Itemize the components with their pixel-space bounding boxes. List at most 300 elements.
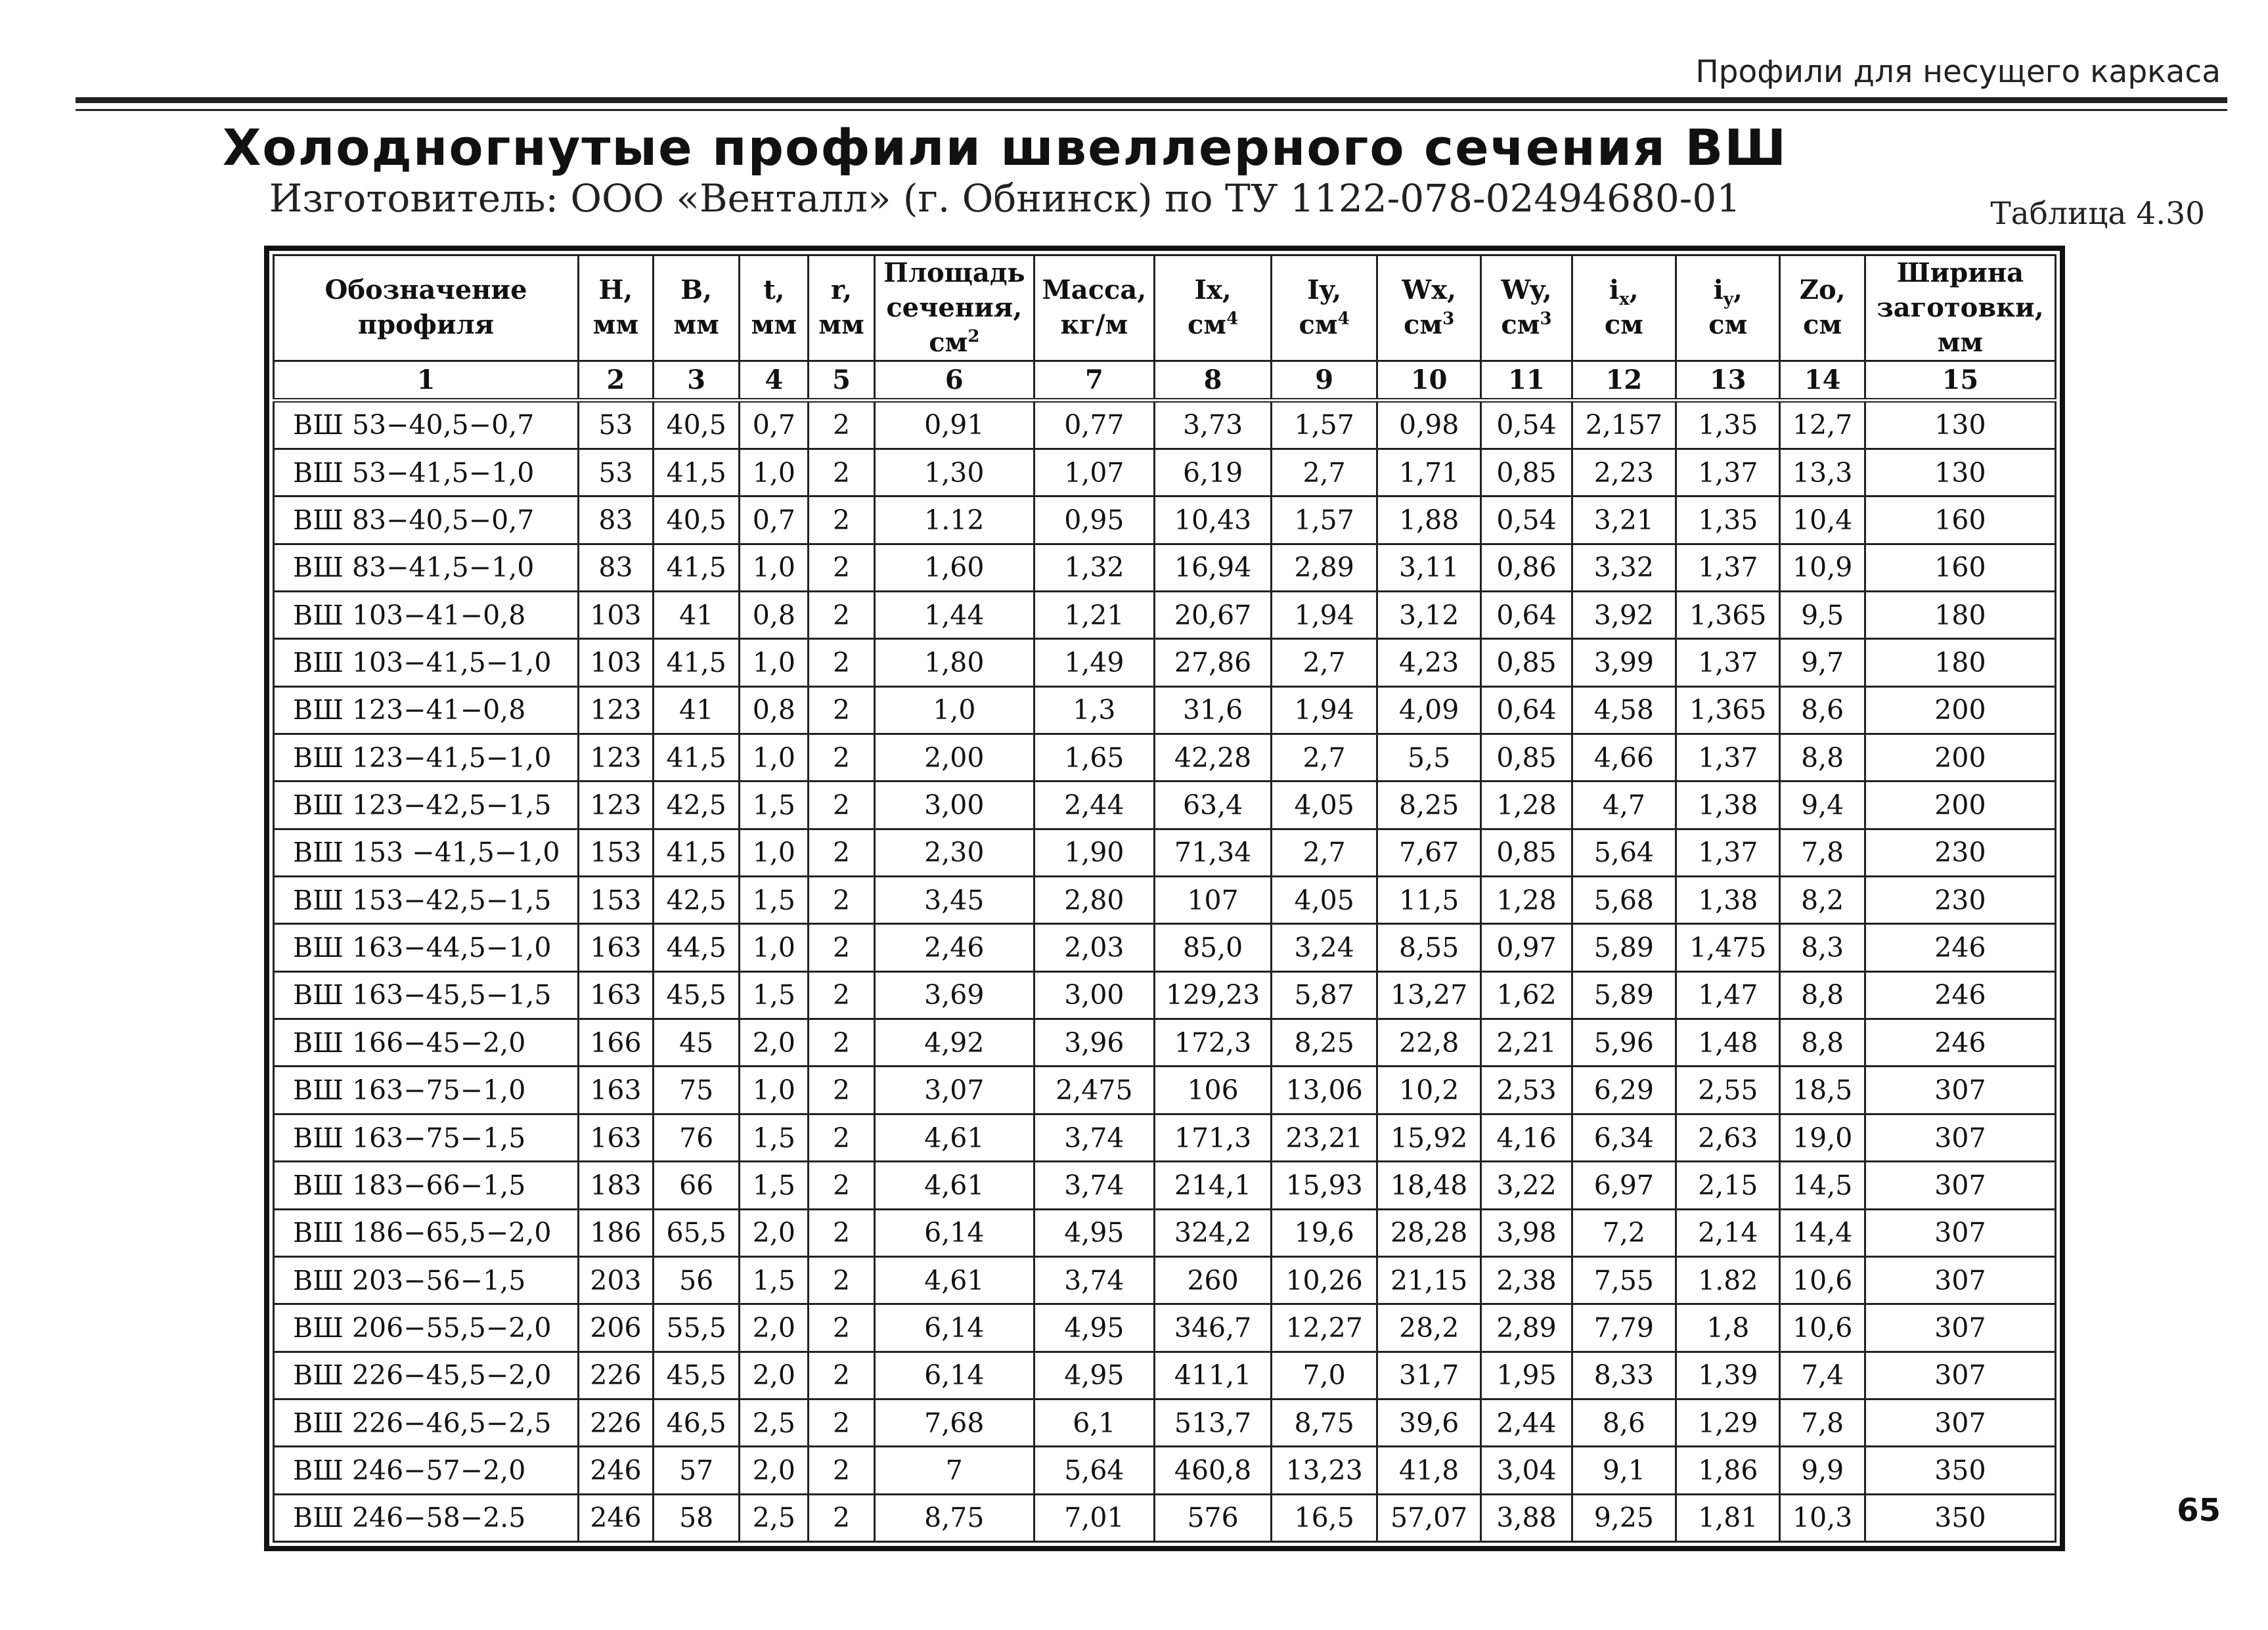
table-cell: 2,44 — [1481, 1399, 1572, 1446]
column-number: 14 — [1780, 361, 1865, 400]
header-rule-thin — [76, 109, 2227, 111]
page-number: 65 — [2177, 1492, 2221, 1529]
profile-designation-cell: ВШ 183−66−1,5 — [274, 1162, 579, 1209]
table-cell: 160 — [1865, 496, 2055, 544]
table-cell: 23,21 — [1272, 1114, 1377, 1161]
table-cell: 160 — [1865, 544, 2055, 591]
table-cell: 2 — [809, 1399, 874, 1446]
table-cell: 103 — [579, 639, 654, 686]
table-cell: 3,00 — [1034, 971, 1154, 1019]
table-cell: 8,55 — [1377, 924, 1480, 971]
table-cell: 10,3 — [1780, 1494, 1865, 1541]
table-cell: 2 — [809, 1019, 874, 1067]
table-cell: 10,6 — [1780, 1304, 1865, 1352]
table-cell: 15,92 — [1377, 1114, 1480, 1161]
table-cell: 246 — [1865, 971, 2055, 1019]
table-body — [274, 400, 2056, 1541]
table-cell: 5,5 — [1377, 734, 1480, 782]
table-cell: 8,33 — [1572, 1352, 1676, 1399]
table-cell: 0,7 — [740, 400, 809, 449]
table-cell: 1,365 — [1676, 686, 1780, 734]
table-cell: 200 — [1865, 782, 2055, 829]
table-cell: 10,2 — [1377, 1067, 1480, 1114]
table-row — [274, 592, 2056, 639]
table-cell: 2 — [809, 782, 874, 829]
table-cell: 31,6 — [1154, 686, 1271, 734]
table-cell: 163 — [579, 1114, 654, 1161]
table-cell: 107 — [1154, 877, 1271, 924]
table-cell: 10,4 — [1780, 496, 1865, 544]
table-cell: 2 — [809, 829, 874, 876]
table-cell: 2 — [809, 686, 874, 734]
table-cell: 3,69 — [874, 971, 1034, 1019]
table-cell: 7,8 — [1780, 1399, 1865, 1446]
table-cell: 83 — [579, 496, 654, 544]
table-cell: 7,55 — [1572, 1256, 1676, 1304]
profile-designation-cell: ВШ 246−58−2.5 — [274, 1494, 579, 1541]
table-cell: 163 — [579, 924, 654, 971]
table-cell: 7,79 — [1572, 1304, 1676, 1352]
table-cell: 1,57 — [1272, 496, 1377, 544]
table-frame — [264, 246, 2065, 1551]
table-row — [274, 639, 2056, 686]
column-number: 5 — [809, 361, 874, 400]
table-row — [274, 1399, 2056, 1446]
table-cell: 1,39 — [1676, 1352, 1780, 1399]
table-cell: 2,23 — [1572, 449, 1676, 496]
table-cell: 123 — [579, 782, 654, 829]
table-cell: 41,8 — [1377, 1447, 1480, 1494]
table-cell: 2,0 — [740, 1209, 809, 1256]
table-cell: 576 — [1154, 1494, 1271, 1541]
table-cell: 2 — [809, 1114, 874, 1161]
table-cell: 2 — [809, 544, 874, 591]
table-row — [274, 877, 2056, 924]
header-r: r, мм — [809, 255, 874, 361]
table-cell: 1,47 — [1676, 971, 1780, 1019]
profile-designation-cell: ВШ 123−41,5−1,0 — [274, 734, 579, 782]
table-cell: 3,04 — [1481, 1447, 1572, 1494]
profile-designation-cell: ВШ 153 −41,5−1,0 — [274, 829, 579, 876]
table-cell: 1,65 — [1034, 734, 1154, 782]
table-cell: 18,5 — [1780, 1067, 1865, 1114]
table-cell: 10,43 — [1154, 496, 1271, 544]
table-label: Таблица 4.30 — [1990, 196, 2205, 232]
profile-designation-cell: ВШ 103−41,5−1,0 — [274, 639, 579, 686]
table-cell: 2 — [809, 400, 874, 449]
table-cell: 13,23 — [1272, 1447, 1377, 1494]
page-title: Холодногнутые профили швеллерного сечения ВШ — [222, 118, 1788, 177]
table-cell: 53 — [579, 449, 654, 496]
table-cell: 9,25 — [1572, 1494, 1676, 1541]
table-cell: 1.82 — [1676, 1256, 1780, 1304]
table-cell: 1,28 — [1481, 877, 1572, 924]
table-cell: 0,91 — [874, 400, 1034, 449]
table-cell: 1,0 — [740, 544, 809, 591]
profile-designation-cell: ВШ 203−56−1,5 — [274, 1256, 579, 1304]
table-cell: 21,15 — [1377, 1256, 1480, 1304]
table-cell: 307 — [1865, 1304, 2055, 1352]
table-cell: 2,15 — [1676, 1162, 1780, 1209]
table-cell: 2,157 — [1572, 400, 1676, 449]
table-cell: 123 — [579, 686, 654, 734]
table-cell: 22,8 — [1377, 1019, 1480, 1067]
header-h: H, мм — [579, 255, 654, 361]
profiles-table — [273, 254, 2057, 1543]
column-number: 11 — [1481, 361, 1572, 400]
table-cell: 0,85 — [1481, 449, 1572, 496]
table-cell: 1,62 — [1481, 971, 1572, 1019]
table-cell: 3,74 — [1034, 1162, 1154, 1209]
table-cell: 7,68 — [874, 1399, 1034, 1446]
table-cell: 55,5 — [653, 1304, 740, 1352]
table-cell: 7,4 — [1780, 1352, 1865, 1399]
table-cell: 1,0 — [740, 1067, 809, 1114]
table-cell: 2,53 — [1481, 1067, 1572, 1114]
table-cell: 2 — [809, 1256, 874, 1304]
table-cell: 6,97 — [1572, 1162, 1676, 1209]
table-cell: 1,37 — [1676, 544, 1780, 591]
table-row — [274, 1256, 2056, 1304]
table-cell: 3,73 — [1154, 400, 1271, 449]
table-row — [274, 924, 2056, 971]
table-cell: 1,37 — [1676, 639, 1780, 686]
table-cell: 1,07 — [1034, 449, 1154, 496]
header-wy: Wy, $см^3$ — [1481, 255, 1572, 361]
table-row — [274, 734, 2056, 782]
table-cell: 4,92 — [874, 1019, 1034, 1067]
table-cell: 7,8 — [1780, 829, 1865, 876]
table-cell: 1,365 — [1676, 592, 1780, 639]
table-cell: 9,7 — [1780, 639, 1865, 686]
table-cell: 123 — [579, 734, 654, 782]
table-cell: 41 — [653, 592, 740, 639]
table-cell: 9,1 — [1572, 1447, 1676, 1494]
table-cell: 10,26 — [1272, 1256, 1377, 1304]
table-cell: 41,5 — [653, 734, 740, 782]
table-cell: 246 — [579, 1494, 654, 1541]
table-cell: 0,8 — [740, 686, 809, 734]
table-cell: 16,5 — [1272, 1494, 1377, 1541]
table-cell: 1,8 — [1676, 1304, 1780, 1352]
table-cell: 1,86 — [1676, 1447, 1780, 1494]
table-cell: 226 — [579, 1352, 654, 1399]
table-cell: 2 — [809, 449, 874, 496]
table-cell: 2 — [809, 877, 874, 924]
table-cell: 5,87 — [1272, 971, 1377, 1019]
column-number: 1 — [274, 361, 579, 400]
table-row — [274, 971, 2056, 1019]
table-cell: 3,21 — [1572, 496, 1676, 544]
table-cell: 4,09 — [1377, 686, 1480, 734]
table-cell: 2 — [809, 971, 874, 1019]
table-cell: 41,5 — [653, 639, 740, 686]
table-row — [274, 400, 2056, 449]
header-zo: Zo, см — [1780, 255, 1865, 361]
header-iy: Iy, $см^4$ — [1272, 255, 1377, 361]
table-cell: 12,7 — [1780, 400, 1865, 449]
table-cell: 2,30 — [874, 829, 1034, 876]
table-cell: 0,97 — [1481, 924, 1572, 971]
table-cell: 63,4 — [1154, 782, 1271, 829]
table-cell: 307 — [1865, 1256, 2055, 1304]
table-cell: 129,23 — [1154, 971, 1271, 1019]
column-number-row — [274, 361, 2056, 400]
table-cell: 5,89 — [1572, 924, 1676, 971]
table-cell: 350 — [1865, 1447, 2055, 1494]
table-cell: 0,95 — [1034, 496, 1154, 544]
table-cell: 3,99 — [1572, 639, 1676, 686]
table-cell: 2 — [809, 1352, 874, 1399]
table-cell: 183 — [579, 1162, 654, 1209]
table-cell: 1,38 — [1676, 782, 1780, 829]
table-cell: 13,27 — [1377, 971, 1480, 1019]
table-cell: 6,19 — [1154, 449, 1271, 496]
table-cell: 460,8 — [1154, 1447, 1271, 1494]
table-cell: 4,95 — [1034, 1209, 1154, 1256]
table-cell: 166 — [579, 1019, 654, 1067]
table-cell: 8,25 — [1272, 1019, 1377, 1067]
table-cell: 4,61 — [874, 1256, 1034, 1304]
table-cell: 2 — [809, 1067, 874, 1114]
table-cell: 1,94 — [1272, 686, 1377, 734]
table-cell: 1,95 — [1481, 1352, 1572, 1399]
table-cell: 0,85 — [1481, 829, 1572, 876]
table-cell: 2,44 — [1034, 782, 1154, 829]
table-cell: 2,5 — [740, 1494, 809, 1541]
table-cell: 0,85 — [1481, 639, 1572, 686]
table-cell: 1,60 — [874, 544, 1034, 591]
table-cell: 57 — [653, 1447, 740, 1494]
table-cell: 8,8 — [1780, 971, 1865, 1019]
profile-designation-cell: ВШ 83−41,5−1,0 — [274, 544, 579, 591]
header-wx: Wx, $см^3$ — [1377, 255, 1480, 361]
table-cell: 1,475 — [1676, 924, 1780, 971]
table-cell: 4,66 — [1572, 734, 1676, 782]
table-cell: 307 — [1865, 1209, 2055, 1256]
table-cell: 2,38 — [1481, 1256, 1572, 1304]
profile-designation-cell: ВШ 53−40,5−0,7 — [274, 400, 579, 449]
column-number: 12 — [1572, 361, 1676, 400]
table-cell: 0,64 — [1481, 686, 1572, 734]
table-cell: 2,7 — [1272, 639, 1377, 686]
table-cell: 2,475 — [1034, 1067, 1154, 1114]
table-cell: 214,1 — [1154, 1162, 1271, 1209]
table-cell: 41 — [653, 686, 740, 734]
table-row — [274, 782, 2056, 829]
table-cell: 10,6 — [1780, 1256, 1865, 1304]
table-cell: 2,0 — [740, 1447, 809, 1494]
table-cell: 1,5 — [740, 971, 809, 1019]
table-cell: 226 — [579, 1399, 654, 1446]
table-cell: 5,89 — [1572, 971, 1676, 1019]
table-cell: 163 — [579, 971, 654, 1019]
table-cell: 4,95 — [1034, 1352, 1154, 1399]
table-cell: 1,94 — [1272, 592, 1377, 639]
table-cell: 42,28 — [1154, 734, 1271, 782]
profile-designation-cell: ВШ 53−41,5−1,0 — [274, 449, 579, 496]
table-cell: 3,00 — [874, 782, 1034, 829]
profile-designation-cell: ВШ 103−41−0,8 — [274, 592, 579, 639]
table-cell: 3,11 — [1377, 544, 1480, 591]
table-cell: 8,3 — [1780, 924, 1865, 971]
table-cell: 5,64 — [1034, 1447, 1154, 1494]
table-cell: 2,89 — [1272, 544, 1377, 591]
table-cell: 1,5 — [740, 1114, 809, 1161]
column-number: 4 — [740, 361, 809, 400]
table-cell: 1,5 — [740, 877, 809, 924]
profile-designation-cell: ВШ 163−75−1,5 — [274, 1114, 579, 1161]
profile-designation-cell: ВШ 246−57−2,0 — [274, 1447, 579, 1494]
column-number: 6 — [874, 361, 1034, 400]
table-cell: 10,9 — [1780, 544, 1865, 591]
table-cell: 1,35 — [1676, 496, 1780, 544]
table-cell: 200 — [1865, 686, 2055, 734]
table-cell: 8,8 — [1780, 1019, 1865, 1067]
header-row — [274, 255, 2056, 361]
table-cell: 15,93 — [1272, 1162, 1377, 1209]
table-cell: 8,75 — [1272, 1399, 1377, 1446]
table-cell: 5,64 — [1572, 829, 1676, 876]
table-cell: 9,4 — [1780, 782, 1865, 829]
profile-designation-cell: ВШ 163−44,5−1,0 — [274, 924, 579, 971]
table-cell: 11,5 — [1377, 877, 1480, 924]
table-cell: 2 — [809, 1209, 874, 1256]
table-cell: 513,7 — [1154, 1399, 1271, 1446]
table-cell: 71,34 — [1154, 829, 1271, 876]
table-cell: 85,0 — [1154, 924, 1271, 971]
table-cell: 2,14 — [1676, 1209, 1780, 1256]
table-cell: 39,6 — [1377, 1399, 1480, 1446]
table-cell: 206 — [579, 1304, 654, 1352]
column-number: 3 — [653, 361, 740, 400]
table-cell: 3,74 — [1034, 1114, 1154, 1161]
table-cell: 3,12 — [1377, 592, 1480, 639]
table-cell: 350 — [1865, 1494, 2055, 1541]
table-cell: 3,24 — [1272, 924, 1377, 971]
table-cell: 9,9 — [1780, 1447, 1865, 1494]
table-cell: 230 — [1865, 829, 2055, 876]
table-cell: 3,92 — [1572, 592, 1676, 639]
table-cell: 1.12 — [874, 496, 1034, 544]
table-cell: 7,01 — [1034, 1494, 1154, 1541]
table-cell: 7,0 — [1272, 1352, 1377, 1399]
profile-designation-cell: ВШ 166−45−2,0 — [274, 1019, 579, 1067]
table-cell: 307 — [1865, 1114, 2055, 1161]
table-cell: 40,5 — [653, 496, 740, 544]
table-cell: 2 — [809, 639, 874, 686]
table-row — [274, 1114, 2056, 1161]
table-cell: 42,5 — [653, 877, 740, 924]
table-cell: 153 — [579, 877, 654, 924]
table-cell: 4,05 — [1272, 782, 1377, 829]
profile-designation-cell: ВШ 206−55,5−2,0 — [274, 1304, 579, 1352]
header-area: Площадь сечения, $см^2$ — [874, 255, 1034, 361]
table-cell: 2,5 — [740, 1399, 809, 1446]
table-cell: 58 — [653, 1494, 740, 1541]
table-row — [274, 686, 2056, 734]
table-cell: 0,64 — [1481, 592, 1572, 639]
table-cell: 106 — [1154, 1067, 1271, 1114]
table-cell: 203 — [579, 1256, 654, 1304]
table-cell: 1,28 — [1481, 782, 1572, 829]
table-cell: 3,88 — [1481, 1494, 1572, 1541]
table-cell: 246 — [1865, 1019, 2055, 1067]
table-cell: 2,7 — [1272, 829, 1377, 876]
table-cell: 1,21 — [1034, 592, 1154, 639]
table-cell: 2,0 — [740, 1304, 809, 1352]
table-cell: 12,27 — [1272, 1304, 1377, 1352]
header-blank-width: Ширина заготовки, мм — [1865, 255, 2055, 361]
table-cell: 1,90 — [1034, 829, 1154, 876]
table-cell: 1,0 — [874, 686, 1034, 734]
table-cell: 2,7 — [1272, 734, 1377, 782]
table-cell: 2,21 — [1481, 1019, 1572, 1067]
table-cell: 8,2 — [1780, 877, 1865, 924]
table-cell: 246 — [579, 1447, 654, 1494]
table-cell: 4,95 — [1034, 1304, 1154, 1352]
table-cell: 4,16 — [1481, 1114, 1572, 1161]
table-cell: 1,80 — [874, 639, 1034, 686]
table-cell: 4,7 — [1572, 782, 1676, 829]
table-cell: 163 — [579, 1067, 654, 1114]
table-cell: 3,45 — [874, 877, 1034, 924]
table-cell: 3,07 — [874, 1067, 1034, 1114]
table-cell: 3,32 — [1572, 544, 1676, 591]
table-cell: 1,38 — [1676, 877, 1780, 924]
table-cell: 307 — [1865, 1352, 2055, 1399]
table-cell: 8,6 — [1780, 686, 1865, 734]
table-cell: 2,7 — [1272, 449, 1377, 496]
table-cell: 18,48 — [1377, 1162, 1480, 1209]
table-cell: 411,1 — [1154, 1352, 1271, 1399]
table-cell: 1,35 — [1676, 400, 1780, 449]
table-cell: 180 — [1865, 639, 2055, 686]
table-cell: 6,14 — [874, 1209, 1034, 1256]
table-cell: 307 — [1865, 1162, 2055, 1209]
table-cell: 3,22 — [1481, 1162, 1572, 1209]
table-cell: 0,86 — [1481, 544, 1572, 591]
table-cell: 1,0 — [740, 924, 809, 971]
table-cell: 13,06 — [1272, 1067, 1377, 1114]
table-row — [274, 829, 2056, 876]
profile-designation-cell: ВШ 226−46,5−2,5 — [274, 1399, 579, 1446]
header-radius-x: $i_x$, см — [1572, 255, 1676, 361]
header-radius-y: $i_y$, см — [1676, 255, 1780, 361]
header-ix: Ix, $см^4$ — [1154, 255, 1271, 361]
table-cell: 4,23 — [1377, 639, 1480, 686]
table-cell: 1,5 — [740, 782, 809, 829]
table-cell: 153 — [579, 829, 654, 876]
table-cell: 2 — [809, 1494, 874, 1541]
table-cell: 1,71 — [1377, 449, 1480, 496]
header-mass: Масса, кг/м — [1034, 255, 1154, 361]
header-rule-thick — [76, 97, 2227, 103]
table-cell: 45 — [653, 1019, 740, 1067]
table-cell: 5,68 — [1572, 877, 1676, 924]
table-row — [274, 1067, 2056, 1114]
table-cell: 2,46 — [874, 924, 1034, 971]
table-cell: 45,5 — [653, 971, 740, 1019]
manufacturer-subtitle: Изготовитель: ООО «Венталл» (г. Обнинск) по ТУ 1122-078-02494680-01 — [269, 176, 1741, 221]
table-cell: 1,5 — [740, 1256, 809, 1304]
profile-designation-cell: ВШ 163−75−1,0 — [274, 1067, 579, 1114]
table-cell: 2,89 — [1481, 1304, 1572, 1352]
table-row — [274, 1162, 2056, 1209]
table-cell: 307 — [1865, 1399, 2055, 1446]
table-cell: 19,6 — [1272, 1209, 1377, 1256]
table-cell: 53 — [579, 400, 654, 449]
